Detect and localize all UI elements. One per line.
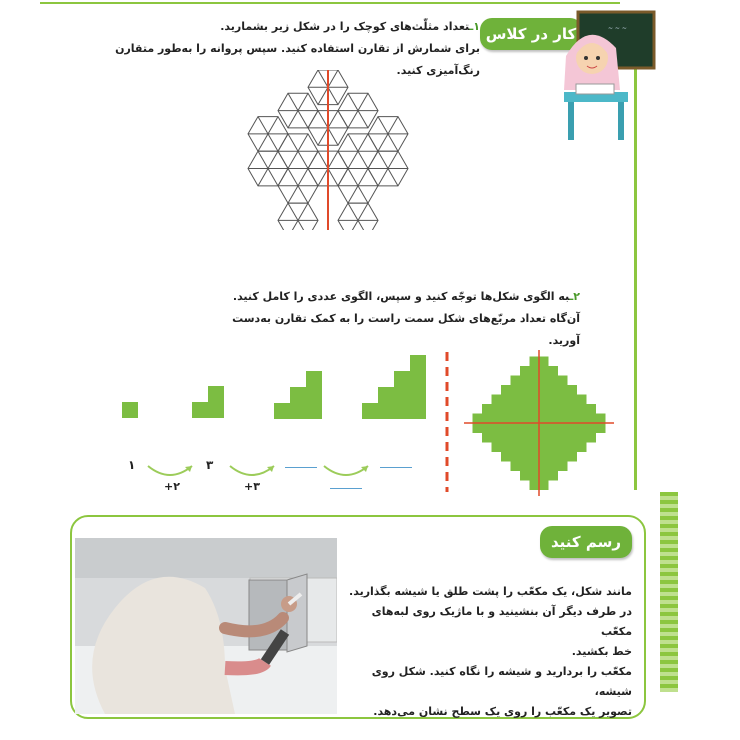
grid-diagonal bbox=[348, 203, 368, 230]
instruction-line-2: در طرف دیگر آن بنشینید و با ماژیک روی لبه‌های مکعّب bbox=[371, 605, 632, 638]
grid-diagonal bbox=[348, 203, 368, 230]
svg-text:~ ~ ~: ~ ~ ~ bbox=[608, 25, 627, 32]
stair-shape-3 bbox=[274, 371, 328, 423]
instruction-line-1: مانند شکل، یک مکعّب را پشت طلق یا شیشه بگذارید. bbox=[349, 585, 632, 598]
drawing-instructions bbox=[342, 582, 632, 722]
question-1-line-1-text: تعداد مثلّث‌های کوچک را در شکل زیر بشمارید. bbox=[220, 20, 470, 33]
sequence-value-1: ۱ bbox=[128, 458, 136, 472]
decorative-stripes bbox=[660, 492, 678, 692]
butterfly-triangle-grid bbox=[230, 70, 430, 230]
sequence-value-2: ۳ bbox=[206, 458, 214, 472]
question-1-number: ۱ـ bbox=[469, 20, 480, 33]
stair-shape-1 bbox=[122, 402, 140, 420]
class-work-label: کار در کلاس bbox=[485, 25, 577, 43]
instruction-line-3: خط بکشید. bbox=[571, 645, 632, 658]
student-tracing-cube-photo bbox=[75, 538, 337, 714]
question-2-line-2: آن‌گاه تعداد مربّع‌های شکل سمت راست را به کمک تقارن به‌دست آورید. bbox=[232, 312, 580, 347]
sequence-blank-difference bbox=[330, 488, 362, 489]
question-2-line-1-text: به الگوی شکل‌ها توجّه کنید و سپس، الگوی عددی را کامل کنید. bbox=[232, 290, 570, 303]
stair-shape-2 bbox=[192, 386, 228, 420]
frame-top-line bbox=[40, 2, 620, 4]
question-1-line-2: برای شمارش از تقارن استفاده کنید. سپس پروانه را به‌طور متقارن رنگ‌آمیزی کنید. bbox=[115, 42, 480, 77]
draw-label: رسم کنید bbox=[550, 533, 621, 551]
grid-diagonal bbox=[288, 203, 308, 230]
question-1-line-1 bbox=[100, 16, 480, 38]
step-label-1: +۲ bbox=[164, 480, 180, 493]
instruction-line-4: مکعّب را بردارید و شیشه را نگاه کنید. شکل روی شیشه، bbox=[371, 665, 632, 698]
stair-shape-4 bbox=[362, 355, 430, 423]
grid-hexagon bbox=[338, 203, 378, 230]
sequence-blank-4 bbox=[380, 467, 412, 468]
grid-hexagon bbox=[278, 203, 318, 230]
student-at-desk-illustration bbox=[558, 10, 658, 145]
step-arrow-1 bbox=[146, 462, 196, 482]
grid-diagonal bbox=[288, 203, 308, 230]
step-arrow-3 bbox=[322, 462, 372, 482]
step-label-2: +۳ bbox=[244, 480, 260, 493]
symmetric-square-diamond bbox=[464, 350, 614, 496]
section-tab-draw bbox=[540, 526, 632, 558]
sequence-blank-3 bbox=[285, 467, 317, 468]
question-2-line-1 bbox=[200, 286, 580, 308]
instruction-line-5: تصویر یک مکعّب را روی یک سطح نشان می‌دهد. bbox=[373, 705, 632, 718]
question-2-text bbox=[200, 286, 580, 352]
dashed-divider-line bbox=[444, 352, 450, 492]
step-arrow-2 bbox=[228, 462, 278, 482]
question-2-number: ۲ـ bbox=[569, 290, 580, 303]
